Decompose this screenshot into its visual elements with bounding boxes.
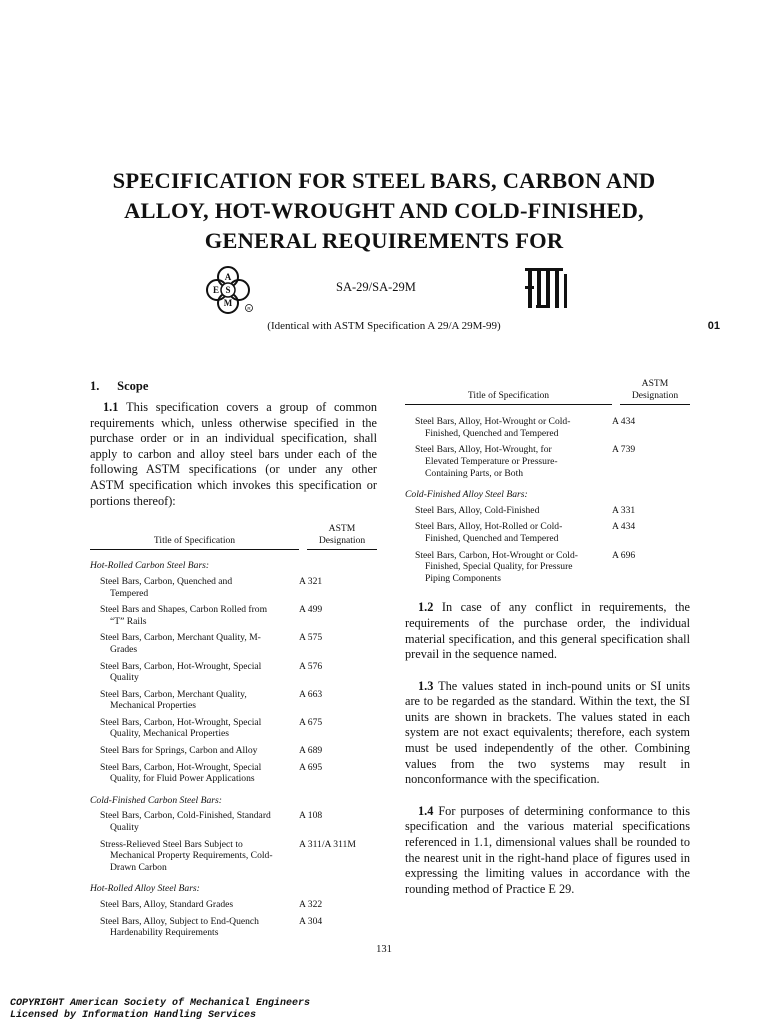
spec-row: [90, 661, 377, 684]
spec-title-line: Steel Bars, Carbon, Hot-Wrought, Special: [100, 660, 262, 672]
paragraph-text: For purposes of determining conformance to this specification and the various material specifications referenced in 1.1, dimensional values shall be rounded to the nearest unit in the right-hand place of figures used in expressing the limiting values in accordance with the rounding method of Practice E 29.: [405, 803, 690, 896]
spec-row: [405, 444, 690, 479]
spec-title-line: Quality: [110, 822, 139, 834]
spec-designation: A 739: [612, 444, 636, 456]
spec-title-line: Elevated Temperature or Pressure-: [425, 455, 558, 467]
title-line: ALLOY, HOT-WROUGHT AND COLD-FINISHED,: [124, 198, 644, 223]
astm-header-line: ASTM: [641, 378, 669, 389]
spec-designation: A 304: [299, 915, 323, 927]
spec-groups: [90, 560, 377, 938]
spec-group-label: Cold-Finished Carbon Steel Bars:: [90, 794, 222, 806]
paragraph-1-4: [405, 804, 690, 898]
svg-text:R: R: [247, 306, 251, 311]
spec-table-left: [90, 523, 377, 939]
paragraph-text: In case of any conflict in requirements, the requirements of the purchase order, the individual material specification, and this general specification shall prevail in the sequence named.: [405, 600, 690, 662]
spec-title-line: Steel Bars, Carbon, Merchant Quality,: [100, 688, 247, 700]
paragraph-text: This specification covers a group of common requirements which, unless otherwise specified in the purchase order or in an individual specification, shall apply to carbon and alloy steel bars under each of the following ASTM specifications (or under any other ASTM specification which invokes this specification or portions thereof):: [90, 400, 377, 508]
spec-title-line: Steel Bars, Alloy, Hot-Wrought or Cold-: [415, 416, 571, 428]
spec-designation: A 675: [299, 716, 323, 728]
spec-title-line: Steel Bars, Carbon, Hot-Wrought, Special: [100, 761, 262, 773]
spec-title-line: Quality, for Fluid Power Applications: [110, 773, 255, 785]
spec-title-line: Quality: [110, 672, 139, 684]
spec-designation: A 689: [299, 745, 323, 757]
col-astm-header: [307, 523, 377, 550]
spec-designation: A 311/A 311M: [299, 838, 356, 850]
spec-title: [90, 689, 299, 712]
asme-letter-e: E: [212, 285, 220, 295]
spec-row: [405, 550, 690, 585]
spec-designation: A 322: [299, 899, 323, 910]
spec-title-line: Stress-Relieved Steel Bars Subject to: [100, 838, 243, 850]
footer-line: COPYRIGHT American Society of Mechanical Engineers: [10, 998, 311, 1009]
spec-row: [405, 505, 690, 517]
title-line: GENERAL REQUIREMENTS FOR: [204, 228, 564, 253]
spec-group-label: Hot-Rolled Carbon Steel Bars:: [90, 560, 210, 572]
spec-title: [90, 745, 299, 757]
section-number: 1.: [90, 379, 100, 393]
spec-designation: A 663: [299, 688, 323, 700]
spec-title-line: Grades: [110, 643, 138, 655]
spec-title: [90, 576, 299, 599]
spec-designation: A 108: [299, 810, 323, 822]
spec-title: [405, 521, 612, 544]
copyright-footer: [10, 998, 310, 1022]
spec-title-line: Hardenability Requirements: [110, 927, 219, 939]
spec-title-line: Steel Bars, Carbon, Merchant Quality, M-: [100, 632, 261, 644]
spec-table-header: [90, 523, 377, 550]
spec-row: [90, 717, 377, 740]
spec-row: [90, 899, 377, 911]
spec-row: [90, 745, 377, 757]
spec-row: [405, 521, 690, 544]
col-astm-header: [620, 378, 690, 405]
spec-title-line: Quality, Mechanical Properties: [110, 728, 229, 740]
spec-title: [90, 632, 299, 655]
document-title: [40, 166, 728, 256]
designation-header-line: Designation: [631, 389, 679, 401]
spec-designation: A 321: [299, 575, 323, 587]
spec-title: [90, 810, 299, 833]
col-title-header: Title of Specification: [90, 535, 299, 551]
spec-title: [90, 916, 299, 939]
spec-title: [405, 416, 612, 439]
spec-title-line: Mechanical Property Requirements, Cold-: [110, 850, 273, 862]
designation-header-line: Designation: [318, 534, 366, 546]
spec-row: [90, 576, 377, 599]
asme-letter-m: M: [223, 298, 233, 308]
spec-title: [90, 839, 299, 874]
spec-title: [90, 717, 299, 740]
spec-title-line: Steel Bars, Carbon, Cold-Finished, Standard: [100, 810, 271, 822]
spec-title-line: Steel Bars, Carbon, Hot-Wrought or Cold-: [415, 549, 578, 561]
paragraph-1-1: [90, 400, 377, 509]
paragraph-1-2: [405, 600, 690, 662]
spec-title-line: Steel Bars, Alloy, Subject to End-Quench: [100, 915, 259, 927]
spec-title-line: Steel Bars and Shapes, Carbon Rolled from: [100, 604, 268, 616]
document-designation: SA-29/SA-29M: [336, 280, 416, 294]
spec-title-line: Steel Bars, Alloy, Hot-Rolled or Cold-: [415, 521, 563, 533]
col-title-header: Title of Specification: [405, 390, 612, 406]
spec-designation: A 575: [299, 632, 323, 644]
paragraph-text: The values stated in inch-pound units or SI units are to be regarded as the standard. Within the text, the SI units are shown in brackets. The values stated in each system are not exact equivalents; therefore, each system must be used independently of the other. Combining values from the two systems may result in nonconformance with the specification.: [405, 678, 691, 787]
astm-header-line: ASTM: [328, 523, 356, 535]
spec-title-line: Steel Bars, Alloy, Hot-Wrought, for: [415, 444, 552, 456]
page-number: 131: [376, 944, 392, 955]
spec-title: [405, 444, 612, 479]
spec-row: [90, 839, 377, 874]
spec-title: [405, 550, 612, 585]
paragraph-number: 1.1: [103, 400, 127, 414]
spec-table-header: [405, 378, 690, 405]
spec-group-label: Cold-Finished Alloy Steel Bars:: [405, 489, 528, 501]
spec-rows: [405, 505, 690, 585]
spec-title: [90, 604, 299, 627]
spec-row: [90, 810, 377, 833]
spec-title: [90, 762, 299, 785]
asme-letter-s: S: [225, 285, 231, 295]
right-column: [405, 378, 690, 897]
identical-note: (Identical with ASTM Specification A 29/A 29M-99): [267, 320, 501, 332]
left-column: [90, 379, 377, 944]
astm-logo: [522, 266, 572, 312]
section-title: Scope: [117, 379, 149, 393]
spec-row: [90, 916, 377, 939]
spec-title-line: Steel Bars, Alloy, Cold-Finished: [415, 504, 540, 516]
footer-line: Licensed by Information Handling Services: [10, 1010, 257, 1021]
spec-title-line: Steel Bars for Springs, Carbon and Alloy: [100, 745, 258, 757]
spec-title: [405, 505, 612, 517]
spec-title-line: Tempered: [110, 587, 149, 599]
title-line: SPECIFICATION FOR STEEL BARS, CARBON AND: [112, 168, 656, 193]
spec-row: [90, 632, 377, 655]
spec-title-line: Steel Bars, Carbon, Quenched and: [100, 575, 233, 587]
asme-logo: [204, 265, 264, 315]
spec-table-right: [405, 378, 690, 584]
spec-title-line: Piping Components: [425, 572, 501, 584]
spec-row: [90, 604, 377, 627]
spec-title-line: Steel Bars, Carbon, Hot-Wrought, Special: [100, 716, 262, 728]
spec-rows: [405, 416, 690, 479]
paragraph-number: 1.3: [418, 678, 439, 693]
spec-title-line: Drawn Carbon: [110, 861, 167, 873]
paragraph-1-3: [405, 679, 690, 788]
spec-title-line: Mechanical Properties: [110, 700, 197, 712]
spec-title-line: Finished, Quenched and Tempered: [425, 427, 559, 439]
paragraph-number: 1.2: [418, 600, 442, 615]
spec-group-label: Hot-Rolled Alloy Steel Bars:: [90, 883, 200, 895]
spec-title: [90, 899, 299, 911]
paragraph-number: 1.4: [418, 803, 439, 818]
asme-letter-a: A: [224, 272, 232, 282]
spec-designation: A 696: [612, 549, 636, 561]
spec-designation: A 695: [299, 761, 323, 773]
spec-row: [90, 762, 377, 785]
spec-designation: A 434: [612, 521, 636, 533]
section-heading: [90, 379, 377, 394]
spec-row: [405, 416, 690, 439]
spec-designation: A 434: [612, 416, 636, 428]
spec-title-line: Finished, Quenched and Tempered: [425, 532, 559, 544]
spec-row: [90, 689, 377, 712]
spec-designation: A 499: [299, 604, 323, 616]
spec-designation: A 331: [612, 504, 636, 516]
spec-title-line: Steel Bars, Alloy, Standard Grades: [100, 899, 234, 910]
spec-title-line: Containing Parts, or Both: [425, 467, 524, 479]
spec-designation: A 576: [299, 660, 323, 672]
spec-title-line: “T” Rails: [110, 615, 147, 627]
margin-note: 01: [707, 320, 720, 332]
spec-title-line: Finished, Special Quality, for Pressure: [425, 561, 573, 573]
spec-title: [90, 661, 299, 684]
